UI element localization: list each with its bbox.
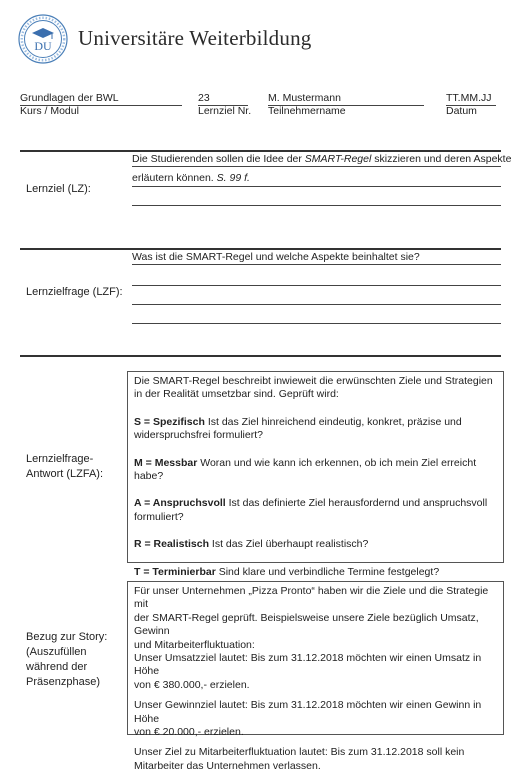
story-label: Bezug zur Story: (Auszufüllen während der Präsenzphase)	[26, 631, 108, 688]
lz-write-line	[132, 166, 501, 167]
lz-write-line	[132, 186, 501, 187]
lzf-question: Was ist die SMART-Regel und welche Aspekte beinhaltet sie?	[132, 251, 420, 263]
participant-value: M. Mustermann	[268, 92, 341, 104]
logo-text: DU	[34, 39, 52, 53]
section-divider-lzfa	[20, 355, 501, 357]
lzfa-answer-box: Die SMART-Regel beschreibt inwieweit die erwünschten Ziele und Strategien in der Realität umsetzbar sind. Geprüft wird: S = Spezifisch Ist das Ziel hinreichend eindeutig, konkret, präzise und widerspruchsfrei formuliert? M = Messbar Woran und wie kann ich erkennen, ob ich mein Ziel erreicht habe? A = Anspruchsvoll Ist das definierte Ziel herausfordernd und anspruchsvoll formuliert? R = Realistisch Ist das Ziel überhaupt realistisch? T = Terminierbar Sind klare und verbindliche Termine festgelegt?	[127, 371, 504, 563]
university-logo	[18, 14, 68, 64]
section-divider-lzf	[20, 248, 501, 250]
lzfa-label: Lernzielfrage- Antwort (LZFA):	[26, 453, 104, 480]
goal-number-label: Lernziel Nr.	[198, 105, 252, 117]
lzf-label: Lernzielfrage (LZF):	[26, 286, 123, 298]
brand-title: Universitäre Weiterbildung	[78, 26, 312, 50]
section-divider-lz	[20, 150, 501, 152]
lz-text-line2: erläutern können. S. 99 f.	[132, 172, 250, 184]
lz-write-line	[132, 205, 501, 206]
participant-label: Teilnehmername	[268, 105, 346, 117]
goal-number-value: 23	[198, 92, 210, 104]
lzf-write-line	[132, 264, 501, 265]
lzf-write-line	[132, 285, 501, 286]
lz-text-line1: Die Studierenden sollen die Idee der SMART-Regel skizzieren und deren Aspekte	[132, 153, 512, 165]
story-box: Für unser Unternehmen „Pizza Pronto“ haben wir die Ziele und die Strategie mit der SMART-Regel geprüft. Beispielsweise unsere Ziele bezüglich Umsatz, Gewinn und Mitarbeiterfluktuation: Unser Umsatzziel lautet: Bis zum 31.12.2018 möchten wir einen Umsatz in Höhe von € 380.000,- erzielen. Unser Gewinnziel lautet: Bis zum 31.12.2018 möchten wir einen Gewinn in Höhe von € 20.000,- erzielen. Unser Ziel zu Mitarbeiterfluktuation lautet: Bis zum 31.12.2018 soll kein Mitarbeiter das Unternehmen verlassen.	[127, 581, 504, 735]
date-value: TT.MM.JJ	[446, 92, 492, 104]
course-value: Grundlagen der BWL	[20, 92, 119, 104]
lzf-write-line	[132, 304, 501, 305]
course-label: Kurs / Modul	[20, 105, 79, 117]
date-label: Datum	[446, 105, 477, 117]
lz-label: Lernziel (LZ):	[26, 183, 91, 195]
lzf-write-line	[132, 323, 501, 324]
